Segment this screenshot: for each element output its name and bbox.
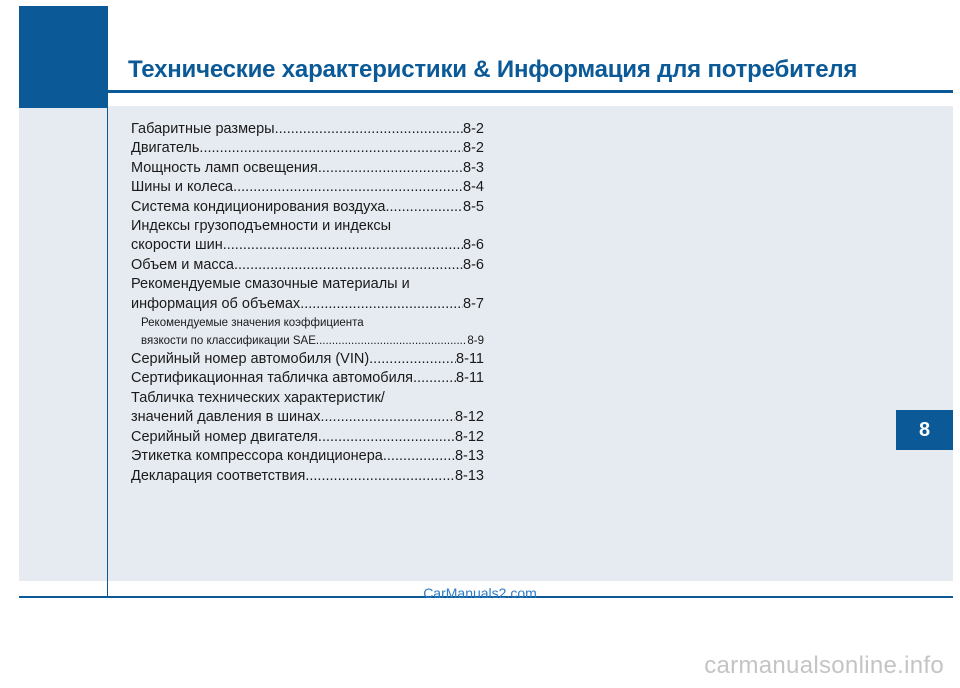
toc-entry-row <box>131 428 484 447</box>
toc-leader-dots <box>275 120 463 139</box>
toc-entry-label: Мощность ламп освещения <box>131 159 318 176</box>
toc-leader-dots <box>199 139 463 158</box>
watermark-top[interactable]: CarManuals2.com <box>423 585 537 601</box>
toc-entry[interactable] <box>131 467 484 486</box>
toc-entry-label: Этикетка компрессора кондиционера <box>131 448 383 465</box>
toc-page-number: 8-12 <box>454 409 484 426</box>
toc-entry-label: Габаритные размеры <box>131 121 275 137</box>
toc-leader-dots <box>386 198 464 217</box>
toc-page-number: 8-7 <box>463 295 484 312</box>
toc-entry[interactable] <box>131 369 484 388</box>
toc-entry[interactable] <box>131 178 484 197</box>
toc-entry-row <box>131 408 484 427</box>
toc-entry-row <box>131 236 484 255</box>
toc-entry[interactable] <box>131 389 484 428</box>
toc-leader-dots <box>234 256 463 275</box>
toc-page-number: 8-2 <box>463 121 484 137</box>
toc-leader-dots <box>316 332 467 350</box>
toc-leader-dots <box>300 295 463 314</box>
toc-entry[interactable] <box>131 256 484 275</box>
toc-entry[interactable] <box>131 217 484 256</box>
toc-entry[interactable] <box>131 159 484 178</box>
toc-page-number: 8-4 <box>463 179 484 196</box>
toc-leader-dots <box>369 350 456 369</box>
toc-leader-dots <box>318 428 455 447</box>
toc-entry-row <box>131 369 484 388</box>
toc-entry-row <box>131 198 484 217</box>
toc-entry-label: Серийный номер двигателя <box>131 428 318 445</box>
toc-page-number: 8-13 <box>454 467 484 484</box>
toc-entry-label: Декларация соответствия <box>131 467 306 484</box>
toc-entry-label: Объем и масса <box>131 256 234 273</box>
toc-entry-row <box>131 159 484 178</box>
toc-page-number: 8-2 <box>463 140 484 157</box>
watermark-bottom[interactable]: carmanualsonline.info <box>704 652 944 679</box>
toc-leader-dots <box>383 447 455 466</box>
toc-entry[interactable] <box>131 120 484 139</box>
toc-entry[interactable] <box>131 314 484 350</box>
toc-entry-label: значений давления в шинах <box>131 409 321 426</box>
toc-entry-row <box>131 120 484 139</box>
toc-page-number: 8-11 <box>456 351 484 368</box>
toc-entry-row <box>131 447 484 466</box>
toc-entry-line: Табличка технических характеристик/ <box>131 389 385 406</box>
toc-entry-row <box>131 256 484 275</box>
toc-entry[interactable] <box>131 428 484 447</box>
toc-leader-dots <box>305 467 455 486</box>
table-of-contents <box>131 120 484 486</box>
toc-entry[interactable] <box>131 275 484 314</box>
toc-entry-label: скорости шин <box>131 237 223 254</box>
toc-entry-label: вязкости по классификации SAE <box>141 335 316 348</box>
toc-entry-line: Рекомендуемые смазочные материалы и <box>131 276 410 293</box>
toc-entry-label: информация об объемах <box>131 295 301 312</box>
toc-leader-dots <box>318 159 463 178</box>
toc-entry[interactable] <box>131 350 484 369</box>
chapter-tab[interactable]: 8 <box>896 410 953 450</box>
toc-entry-label: Система кондиционирования воздуха <box>131 198 386 215</box>
toc-page-number: 8-9 <box>467 335 484 348</box>
toc-entry-row <box>131 350 484 369</box>
toc-entry-label: Двигатель <box>131 140 200 157</box>
toc-page-number: 8-12 <box>454 428 484 445</box>
toc-entry-line: Индексы грузоподъемности и индексы <box>131 218 392 235</box>
title-underline <box>107 90 953 93</box>
toc-entry-label: Сертификационная табличка автомобиля <box>131 370 414 387</box>
toc-leader-dots <box>223 236 463 255</box>
toc-entry-row <box>141 332 484 350</box>
toc-entry-row <box>131 178 484 197</box>
toc-page-number: 8-6 <box>463 256 484 273</box>
toc-leader-dots <box>233 178 463 197</box>
toc-entry-row <box>131 139 484 158</box>
toc-entry-line: Рекомендуемые значения коэффициента <box>141 317 364 330</box>
toc-page-number: 8-5 <box>463 198 484 215</box>
toc-page-number: 8-11 <box>456 370 484 387</box>
toc-page-number: 8-3 <box>463 159 484 176</box>
toc-page-number: 8-6 <box>463 237 484 254</box>
corner-block <box>19 6 107 108</box>
toc-entry-label: Серийный номер автомобиля (VIN) <box>131 351 370 368</box>
toc-entry[interactable] <box>131 139 484 158</box>
toc-entry[interactable] <box>131 198 484 217</box>
page-title: Технические характеристики & Информация для потребителя <box>128 56 858 83</box>
toc-entry-row <box>131 295 484 314</box>
toc-entry-label: Шины и колеса <box>131 179 234 196</box>
toc-leader-dots <box>320 408 455 427</box>
toc-leader-dots <box>413 369 456 388</box>
toc-entry-row <box>131 467 484 486</box>
vertical-rule <box>107 6 108 598</box>
toc-entry[interactable] <box>131 447 484 466</box>
toc-page-number: 8-13 <box>454 448 484 465</box>
